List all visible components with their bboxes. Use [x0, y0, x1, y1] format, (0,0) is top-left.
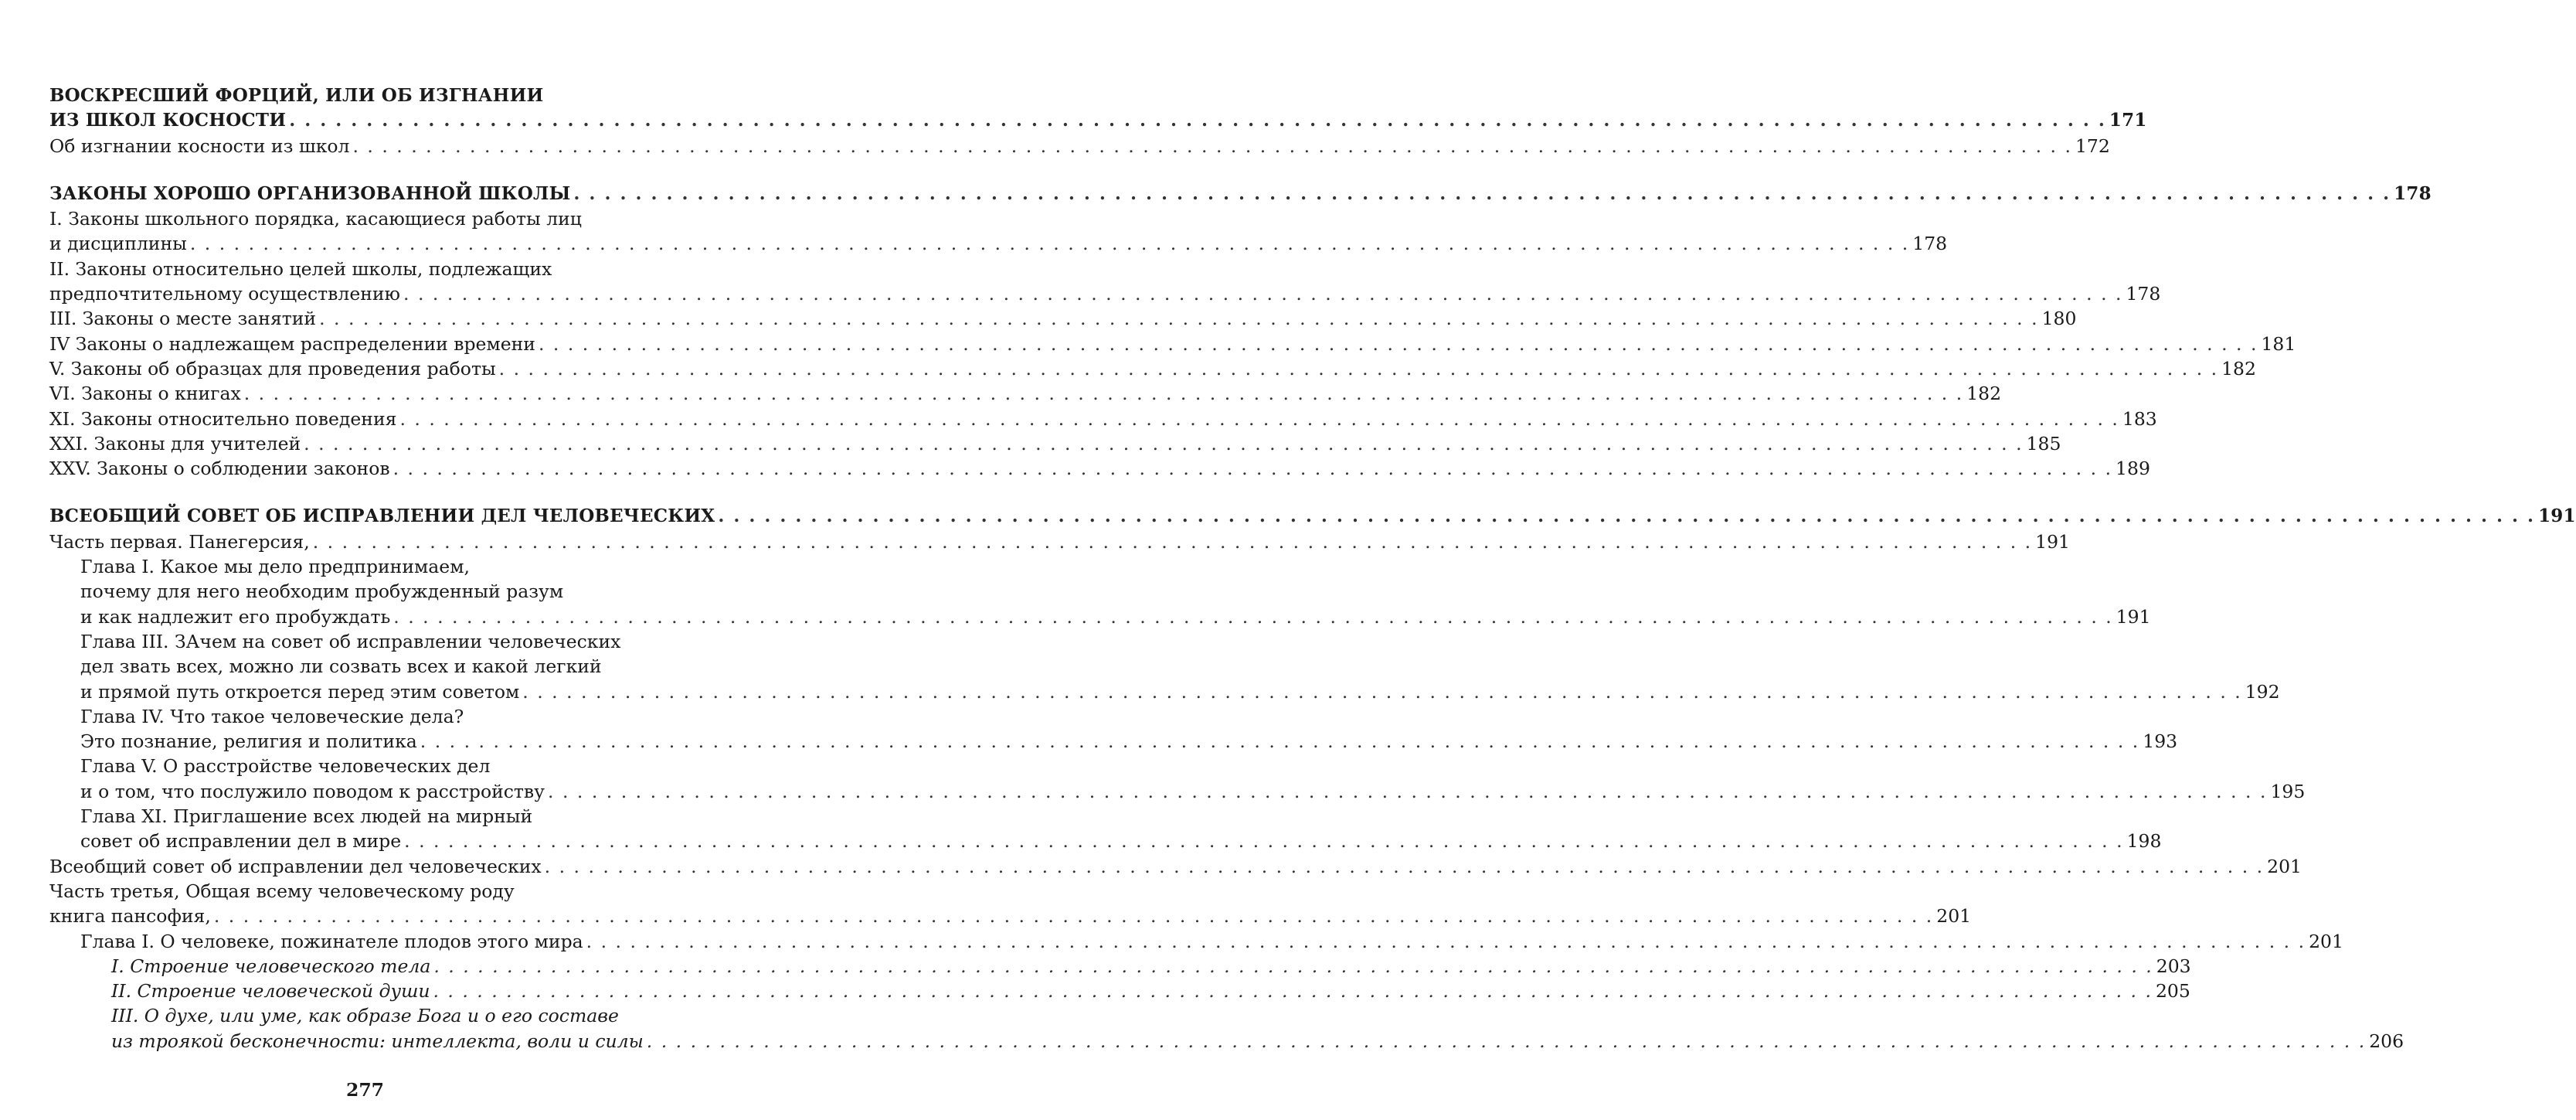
dot-leader [214, 904, 1933, 928]
toc-entry [49, 1003, 685, 1028]
dot-leader [244, 381, 1963, 406]
toc-entry-title: из троякой бесконечности: интеллекта, воли и силы [111, 1030, 644, 1052]
toc-entry [49, 306, 2077, 331]
toc-entry-title: Глава IV. Что такое человеческие дела? [80, 705, 464, 727]
toc-entry-title: ИЗ ШКОЛ КОСНОСТИ [49, 110, 287, 131]
toc-entry [49, 629, 685, 654]
dot-leader [399, 407, 2119, 431]
toc-entry-title: XI. Законы относительно поведения [49, 407, 397, 430]
toc-entry-title: почему для него необходим пробужденный разум [80, 580, 564, 603]
toc-entry [49, 332, 2296, 356]
toc-page-number: 171 [2109, 110, 2147, 131]
toc-entry [49, 356, 2256, 381]
toc-page-number: 205 [2155, 980, 2190, 1003]
toc-page-number: 192 [2245, 680, 2280, 703]
toc-entry [49, 904, 1972, 928]
toc-entry-title: Часть третья, Общая всему человеческому роду [49, 880, 515, 902]
toc-page-number: 185 [2026, 432, 2061, 454]
dot-leader [573, 182, 2391, 206]
toc-page-number: 189 [2116, 458, 2150, 480]
toc-entry-title: Глава XI. Приглашение всех людей на мирный [80, 805, 533, 828]
toc-entry-title: Глава V. О расстройстве человеческих дел [80, 755, 491, 778]
toc-entry-title: III. Законы о месте занятий [49, 308, 317, 330]
toc-entry-title: дел звать всех, можно ли созвать всех и какой легкий [80, 655, 602, 678]
toc-entry-title: ВОСКРЕСШИЙ ФОРЦИЙ, ИЛИ ОБ ИЗГНАНИИ [49, 85, 544, 106]
toc-page-number: 201 [2267, 855, 2302, 877]
toc-entry-title: ВСЕОБЩИЙ СОВЕТ ОБ ИСПРАВЛЕНИИ ДЕЛ ЧЕЛОВЕЧЕСКИХ [49, 506, 715, 527]
toc-page-number: 172 [2075, 134, 2110, 157]
toc-page-number: 182 [1966, 383, 2002, 405]
dot-leader [393, 456, 2112, 481]
dot-leader [352, 134, 2071, 158]
toc-entry-title: и как надлежит его пробуждать [80, 605, 391, 628]
toc-entry [49, 431, 2061, 456]
toc-entry-title: Всеобщий совет об исправлении дел человеческих [49, 855, 542, 877]
toc-entry-title: Глава I. О человеке, пожинателе плодов этого мира [80, 930, 583, 952]
dot-leader [393, 604, 2112, 629]
toc-entry [49, 729, 2178, 754]
toc-section [49, 83, 2147, 158]
toc-entry-title: и прямой путь откроется перед этим советом [80, 680, 520, 703]
dot-leader [539, 332, 2258, 356]
dot-leader [499, 356, 2218, 381]
toc-entry [49, 829, 2162, 853]
dot-leader [304, 431, 2023, 456]
toc-page-number: 178 [2394, 182, 2432, 204]
toc-entry [49, 231, 1948, 256]
toc-page-number: 181 [2261, 332, 2296, 355]
toc-entry [49, 257, 685, 281]
toc-entry-title: и о том, что послужило поводом к расстройству [80, 780, 545, 802]
dot-leader [586, 929, 2306, 954]
toc-heading [49, 83, 685, 108]
toc-page-number: 183 [2122, 407, 2157, 430]
toc-entry-title: II. Строение человеческой души [111, 980, 430, 1003]
toc-entry-title: I. Законы школьного порядка, касающиеся работы лиц [49, 208, 582, 230]
toc-page-number: 191 [2538, 506, 2576, 527]
toc-entry [49, 754, 685, 778]
toc-page-number: 178 [1912, 233, 1948, 255]
toc-page-number: 201 [2309, 930, 2343, 952]
toc-entry [49, 979, 2190, 1003]
toc-entry [49, 407, 2157, 431]
toc-entry-title: IV Законы о надлежащем распределении времени [49, 332, 535, 355]
toc-entry-title: совет об исправлении дел в мире [80, 830, 402, 853]
toc-section [49, 182, 2432, 482]
dot-leader [404, 829, 2123, 853]
dot-leader [403, 281, 2122, 306]
toc-entry-title: V. Законы об образцах для проведения работы [49, 357, 496, 380]
table-of-contents [49, 83, 2576, 1077]
toc-entry-title: предпочтительному осуществлению [49, 283, 401, 305]
toc-entry [49, 954, 2191, 979]
dot-leader [433, 954, 2153, 979]
toc-entry-title: книга пансофия, [49, 905, 211, 928]
toc-entry [49, 679, 2280, 704]
toc-entry-title: III. О духе, или уме, как образе Бога и о его составе [111, 1005, 619, 1027]
toc-entry [49, 554, 685, 579]
dot-leader [718, 504, 2535, 529]
toc-entry-title: II. Законы относительно целей школы, подлежащих [49, 257, 552, 280]
dot-leader [545, 854, 2264, 879]
toc-entry [49, 929, 2343, 954]
toc-entry [49, 1029, 2404, 1054]
toc-heading [49, 108, 2147, 133]
toc-entry [49, 654, 685, 679]
toc-heading [49, 182, 2432, 206]
toc-entry [49, 779, 2306, 804]
toc-entry [49, 381, 2002, 406]
dot-leader [548, 779, 2267, 804]
toc-entry-title: Глава III. ЗАчем на совет об исправлении человеческих [80, 630, 621, 652]
toc-entry-title: VI. Законы о книгах [49, 383, 241, 405]
dot-leader [522, 679, 2241, 704]
toc-entry [49, 529, 2070, 554]
toc-entry [49, 704, 685, 729]
toc-entry-title: Об изгнании косности из школ [49, 134, 350, 157]
toc-page-number: 182 [2221, 357, 2256, 380]
toc-entry-title: ЗАКОНЫ ХОРОШО ОРГАНИЗОВАННОЙ ШКОЛЫ [49, 182, 571, 204]
toc-entry [49, 604, 2151, 629]
dot-leader [319, 306, 2038, 331]
page-number: 277 [345, 1079, 385, 1101]
toc-entry-title: I. Строение человеческого тела [111, 955, 431, 977]
toc-entry-title: и дисциплины [49, 233, 187, 255]
dot-leader [313, 529, 2032, 554]
toc-entry [49, 206, 685, 231]
toc-entry [49, 854, 2302, 879]
toc-entry [49, 879, 685, 904]
toc-entry [49, 134, 2110, 158]
dot-leader [420, 729, 2139, 754]
toc-page-number: 178 [2126, 283, 2161, 305]
toc-entry-title: XXI. Законы для учителей [49, 432, 301, 454]
toc-entry-title: Это познание, религия и политика [80, 730, 417, 753]
toc-entry [49, 804, 685, 829]
toc-page-number: 191 [2035, 530, 2070, 553]
toc-page-number: 206 [2369, 1030, 2404, 1052]
dot-leader [190, 231, 1909, 256]
toc-page-number: 193 [2143, 730, 2178, 753]
dot-leader [433, 979, 2152, 1003]
toc-page-number: 201 [1936, 905, 1972, 928]
toc-heading [49, 504, 2576, 529]
toc-entry [49, 456, 2150, 481]
toc-entry-title: Часть первая. Панегерсия, [49, 530, 310, 553]
dot-leader [647, 1029, 2366, 1054]
toc-section [49, 504, 2576, 1054]
toc-entry-title: Глава I. Какое мы дело предпринимаем, [80, 556, 470, 578]
toc-entry-title: XXV. Законы о соблюдении законов [49, 458, 390, 480]
toc-page-number: 191 [2116, 605, 2151, 628]
toc-page-number: 198 [2126, 830, 2162, 853]
toc-entry [49, 579, 685, 604]
toc-page-number: 203 [2156, 955, 2191, 977]
toc-entry [49, 281, 2161, 306]
toc-page-number: 195 [2270, 780, 2306, 802]
dot-leader [289, 108, 2106, 133]
toc-page-number: 180 [2041, 308, 2077, 330]
